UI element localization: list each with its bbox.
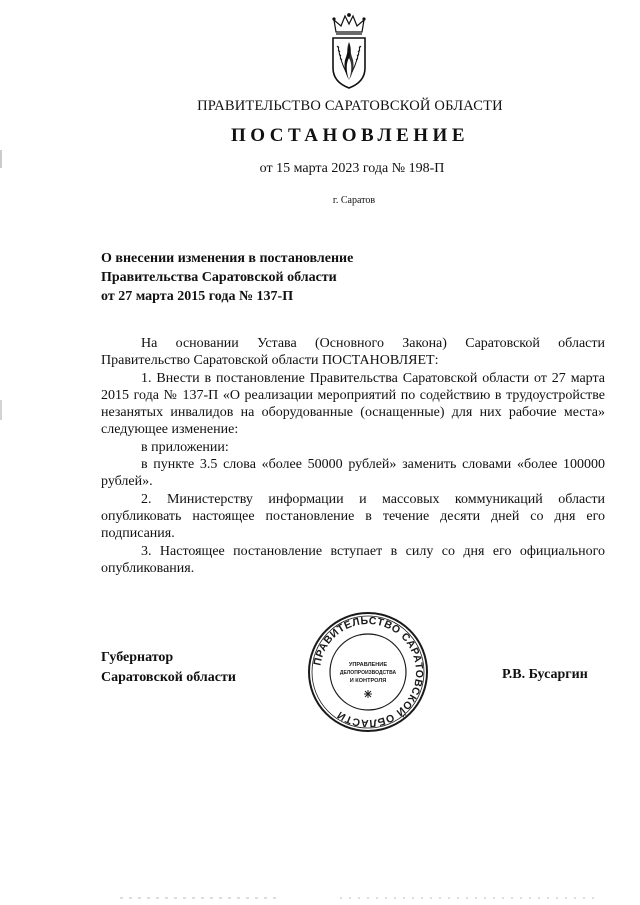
body-paragraph-item-1: 1. Внести в постановление Правительства Саратовской области от 27 марта 2015 года № 137-П «О реализации мероприятий по содействию в трудоустройстве незанятых инвалидов на оборудованные (оснащенные) для них рабочие места» следующее изменение: xyxy=(101,370,605,438)
subject-line: О внесении изменения в постановление xyxy=(101,251,354,266)
document-subject xyxy=(101,249,421,306)
body-paragraph-amendment: в пункте 3.5 слова «более 50000 рублей» заменить словами «более 100000 рублей». xyxy=(101,457,605,490)
snowflake-star-icon xyxy=(364,690,372,698)
official-seal-stamp xyxy=(306,610,430,734)
document-date-number: от 15 марта 2023 года № 198-П xyxy=(259,161,445,176)
seal-center-line: УПРАВЛЕНИЕ xyxy=(348,662,388,668)
seal-ring-text: ПРАВИТЕЛЬСТВО САРАТОВСКОЙ ОБЛАСТИ xyxy=(311,614,426,730)
document-city: г. Саратов xyxy=(332,195,376,206)
body-paragraph-appendix: в приложении: xyxy=(141,439,229,455)
crown-icon xyxy=(333,14,365,34)
seal-center-line: И КОНТРОЛЯ xyxy=(349,678,387,684)
signatory-name: Р.В. Бусаргин xyxy=(502,667,588,682)
subject-line: Правительства Саратовской области xyxy=(101,270,337,285)
sterlet-fish-icon xyxy=(345,42,354,80)
signatory-title-line: Саратовской области xyxy=(101,670,236,685)
signatory-title-line: Губернатор xyxy=(101,650,174,665)
signatory-title xyxy=(101,648,236,688)
scan-bottom-artifact xyxy=(80,896,620,900)
document-body xyxy=(101,335,605,577)
seal-center-line: ДЕЛОПРОИЗВОДСТВА xyxy=(339,670,397,676)
subject-line: от 27 марта 2015 года № 137-П xyxy=(101,289,294,304)
coat-of-arms-emblem xyxy=(326,12,372,90)
government-name: ПРАВИТЕЛЬСТВО САРАТОВСКОЙ ОБЛАСТИ xyxy=(197,98,503,114)
scan-edge-artifact xyxy=(0,0,3,905)
body-paragraph-item-3: 3. Настоящее постановление вступает в силу со дня его официального опубликования. xyxy=(101,543,605,576)
body-paragraph-preamble: На основании Устава (Основного Закона) Саратовской области Правительство Саратовской области ПОСТАНОВЛЯЕТ: xyxy=(101,336,605,369)
body-paragraph-item-2: 2. Министерству информации и массовых коммуникаций области опубликовать настоящее постановление в течение десяти дней со дня его подписания. xyxy=(101,491,605,542)
document-type-title: ПОСТАНОВЛЕНИЕ xyxy=(230,125,470,146)
